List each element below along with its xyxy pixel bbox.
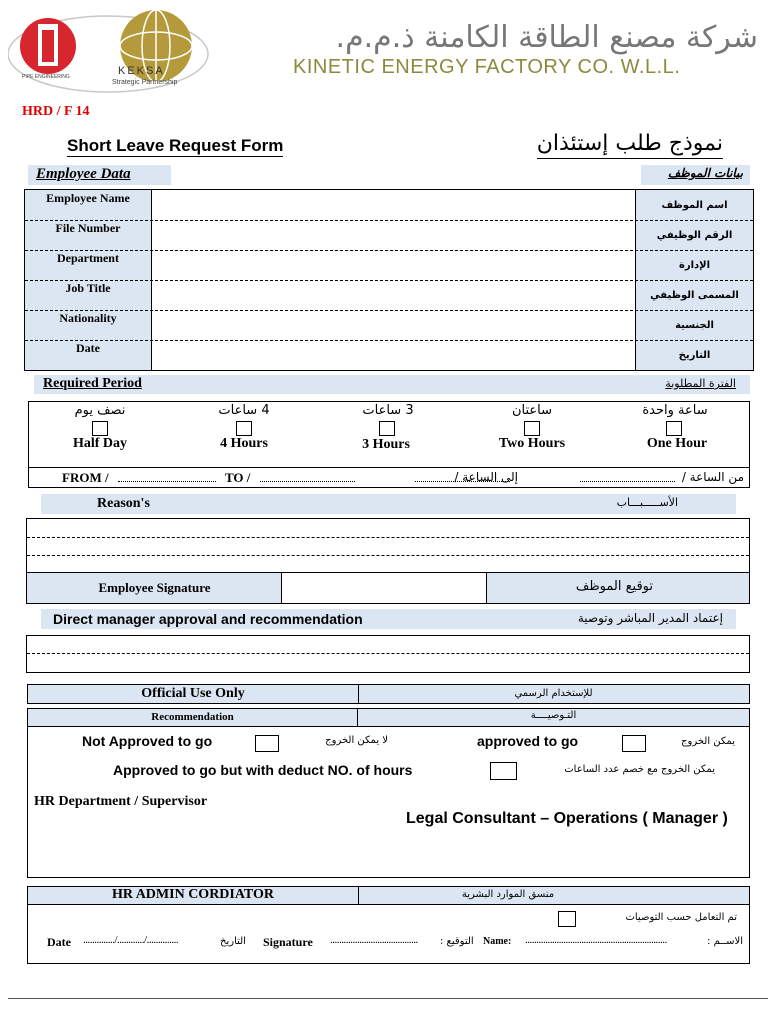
name-field[interactable]: ............................................................... (525, 934, 667, 946)
employee-signature-label-ar: توقيع الموظف (575, 579, 653, 594)
employee-field-label: Department (57, 251, 119, 265)
reasons-line-1 (27, 537, 749, 538)
three-hours-checkbox[interactable] (379, 421, 395, 436)
manager-box[interactable] (26, 635, 750, 673)
reasons-title-en: Reason's (97, 496, 150, 511)
four-hours-label-en: 4 Hours (220, 436, 268, 451)
two-hours-checkbox[interactable] (524, 421, 540, 436)
legal-consultant-label: Legal Consultant – Operations ( Manager ) (406, 810, 728, 827)
date-label: Date (47, 935, 71, 949)
two-hours-label-ar: ساعتان (511, 403, 553, 418)
employee-field-label: Date (76, 341, 100, 355)
employee-data-title-en: Employee Data (36, 166, 131, 182)
approved-deduct-label-ar: يمكن الخروج مع خصم عدد الساعات (564, 764, 715, 775)
form-title-ar: نموذج طلب إستئذان (537, 130, 723, 159)
approved-label-ar: يمكن الخروج (681, 736, 735, 747)
three-hours-label-ar: 3 ساعات (362, 403, 414, 418)
to-field[interactable] (260, 481, 355, 482)
half-day-checkbox[interactable] (92, 421, 108, 436)
employee-field-input[interactable] (152, 310, 634, 340)
half-day-label-ar: نصف يوم (74, 403, 126, 418)
name-label-ar: الاســم : (707, 936, 743, 947)
handled-checkbox[interactable] (558, 911, 576, 927)
form-code: HRD / F 14 (22, 104, 90, 119)
employee-field-input[interactable] (152, 190, 634, 220)
date-field[interactable]: ............../............/.............. (83, 934, 179, 946)
one-hour-label-en: One Hour (646, 436, 708, 451)
employee-field-label-ar: اسم الموظف (661, 200, 728, 211)
four-hours-checkbox[interactable] (236, 421, 252, 436)
recommendation-label-ar: التـوصيــــة (530, 710, 577, 721)
from-field[interactable] (118, 481, 216, 482)
one-hour-label-ar: ساعة واحدة (642, 403, 708, 418)
employee-signature-label: Employee Signature (98, 580, 211, 595)
manager-line (27, 653, 749, 654)
recommendation-label-en: Recommendation (151, 711, 234, 723)
three-hours-label-en: 3 Hours (362, 437, 410, 452)
employee-field-label: Job Title (65, 281, 111, 295)
approved-checkbox[interactable] (622, 735, 646, 752)
employee-field-input[interactable] (152, 250, 634, 280)
employee-field-label-ar: الجنسية (675, 320, 714, 331)
employee-field-input[interactable] (152, 280, 634, 310)
from-ar-field[interactable] (580, 481, 675, 482)
employee-field-label-ar: التاريخ (678, 350, 711, 361)
employee-data-title-ar: بيانات الموظف (667, 166, 743, 180)
one-hour-checkbox[interactable] (666, 421, 682, 436)
employee-field-input[interactable] (152, 340, 634, 370)
period-divider (28, 467, 750, 468)
not-approved-label: Not Approved to go (82, 733, 213, 749)
logo-group (8, 8, 213, 96)
approved-deduct-label: Approved to go but with deduct NO. of hours (113, 762, 413, 778)
employee-field-label: File Number (55, 221, 121, 235)
half-day-label-en: Half Day (72, 436, 128, 451)
hr-supervisor-label: HR Department / Supervisor (34, 794, 208, 809)
two-hours-label-en: Two Hours (498, 436, 566, 451)
required-period-title-ar: الفترة المطلوبة (665, 377, 736, 390)
handled-label-ar: تم التعامل حسب التوصيات (625, 912, 737, 923)
employee-field-label: Employee Name (46, 191, 130, 205)
page-footer-rule (8, 998, 768, 999)
company-name-en: KINETIC ENERGY FACTORY CO. W.L.L. (293, 56, 681, 78)
form-title-en: Short Leave Request Form (67, 136, 284, 155)
not-approved-label-ar: لا يمكن الخروج (325, 735, 388, 746)
name-label: Name: (483, 936, 512, 947)
date-label-ar: التاريخ (220, 936, 246, 947)
manager-title-en: Direct manager approval and recommendation (53, 611, 363, 627)
logo2-name: KEKSA (118, 65, 165, 77)
logo1-caption: PIPE ENGINEERING (22, 74, 70, 80)
company-logo-icon (8, 8, 213, 96)
four-hours-label-ar: 4 ساعات (218, 403, 270, 418)
reasons-title-ar: الأســـــبـــاب (616, 496, 678, 509)
signature-field[interactable]: ....................................... (330, 934, 418, 946)
required-period-title-en: Required Period (43, 376, 142, 391)
employee-field-label-ar: الإدارة (678, 260, 711, 271)
approved-deduct-checkbox[interactable] (490, 762, 517, 780)
manager-title-ar: إعتماد المدير المباشر وتوصية (577, 611, 723, 625)
company-name-ar: شركة مصنع الطاقة الكامنة ذ.م.م. (335, 20, 758, 55)
signature-label-ar: التوقيع : (440, 936, 474, 947)
signature-label: Signature (263, 935, 313, 949)
employee-field-label-ar: المسمى الوظيفي (650, 290, 739, 301)
reasons-line-2 (27, 555, 749, 556)
employee-signature-field[interactable] (283, 573, 485, 603)
approved-label: approved to go (477, 733, 579, 749)
to-label-ar: إلى الساعة / (454, 470, 518, 484)
hr-admin-title-en: HR ADMIN CORDIATOR (111, 887, 275, 902)
from-label: FROM / (62, 470, 109, 485)
to-label: TO / (225, 470, 251, 485)
employee-field-label-ar: الرقم الوظيفي (656, 230, 733, 241)
not-approved-checkbox[interactable] (255, 735, 279, 752)
official-use-title-ar: للإستخدام الرسمي (514, 688, 593, 699)
employee-field-label: Nationality (59, 311, 117, 325)
from-label-ar: من الساعة / (681, 470, 744, 484)
official-use-title-en: Official Use Only (141, 686, 245, 701)
employee-field-input[interactable] (152, 220, 634, 250)
logo2-subtitle: Strategic Partnership (112, 79, 178, 86)
hr-admin-title-ar: منسق الموارد البشرية (461, 889, 555, 900)
